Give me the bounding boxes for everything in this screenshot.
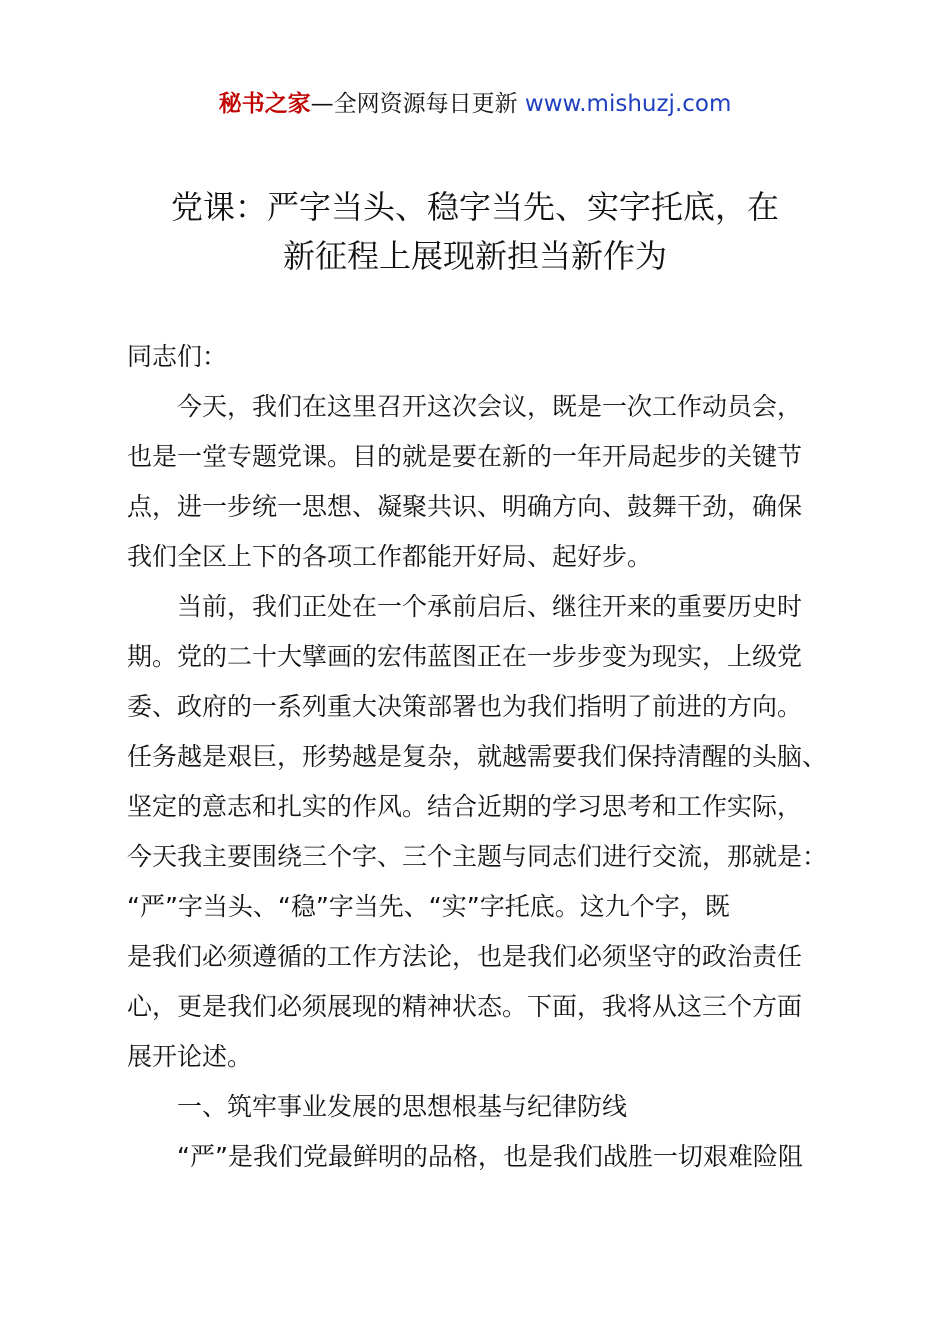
text-line: 我们全区上下的各项工作都能开好局、起好步。 — [127, 542, 653, 571]
text-line: 是我们必须遵循的工作方法论，也是我们必须坚守的政治责任 — [127, 942, 803, 971]
document-body — [127, 332, 847, 1182]
section-heading-1: 一、筑牢事业发展的思想根基与纪律防线 — [177, 1092, 628, 1121]
paragraph-3 — [127, 1132, 847, 1182]
text-line: 委、政府的一系列重大决策部署也为我们指明了前进的方向。 — [127, 692, 803, 721]
paragraph-1 — [127, 382, 847, 582]
salutation: 同志们： — [127, 342, 228, 371]
text-line: 展开论述。 — [127, 1042, 253, 1071]
title-line-1: 党课：严字当头、稳字当先、实字托底，在 — [170, 188, 779, 226]
site-url-link[interactable]: www.mishuzj.com — [524, 91, 732, 117]
document-title — [100, 183, 850, 281]
title-line-2: 新征程上展现新担当新作为 — [282, 237, 667, 275]
text-line: 期。党的二十大擘画的宏伟蓝图正在一步步变为现实，上级党 — [127, 642, 803, 671]
site-header — [0, 86, 950, 122]
text-line: 任务越是艰巨，形势越是复杂，就越需要我们保持清醒的头脑、 — [127, 742, 828, 771]
text-line: 当前，我们正处在一个承前启后、继往开来的重要历史时 — [177, 592, 803, 621]
text-line: 坚定的意志和扎实的作风。结合近期的学习思考和工作实际， — [127, 792, 803, 821]
site-brand: 秘书之家 — [218, 91, 311, 117]
paragraph-2 — [127, 582, 847, 1082]
text-line: 心，更是我们必须展现的精神状态。下面，我将从这三个方面 — [127, 992, 803, 1021]
text-line: 也是一堂专题党课。目的就是要在新的一年开局起步的关键节 — [127, 442, 803, 471]
text-line: “严”字当头、“稳”字当先、“实”字托底。这九个字，既 — [127, 892, 730, 921]
text-line: “严”是我们党最鲜明的品格，也是我们战胜一切艰难险阻 — [177, 1142, 803, 1171]
site-slogan: —全网资源每日更新 — [310, 91, 518, 117]
text-line: 今天我主要围绕三个字、三个主题与同志们进行交流，那就是： — [127, 842, 828, 871]
text-line: 今天，我们在这里召开这次会议，既是一次工作动员会， — [177, 392, 803, 421]
text-line: 点，进一步统一思想、凝聚共识、明确方向、鼓舞干劲，确保 — [127, 492, 803, 521]
